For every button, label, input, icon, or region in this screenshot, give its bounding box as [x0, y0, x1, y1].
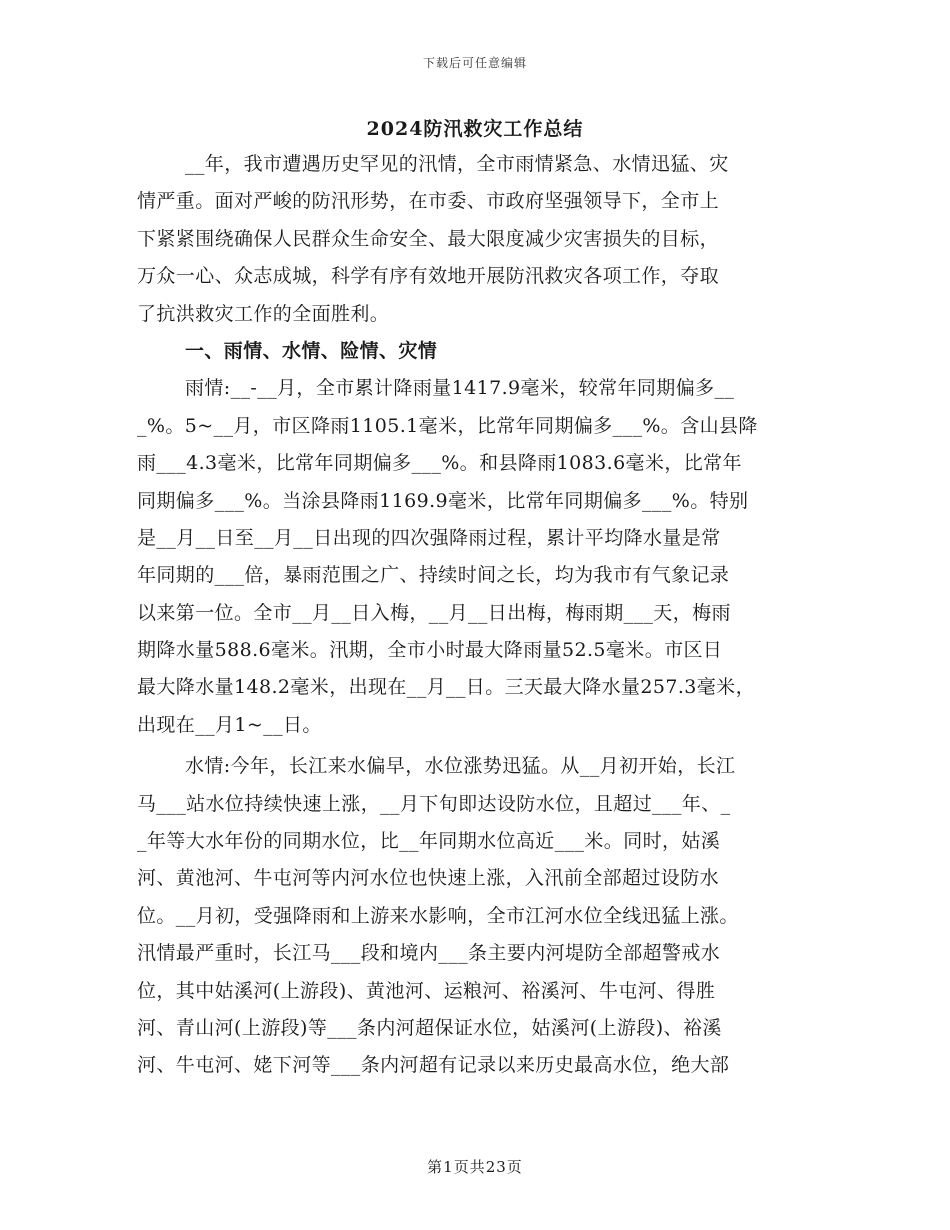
body-line: _年等大水年份的同期水位，比__年同期水位高近___米。同时，姑溪: [137, 830, 721, 853]
body-line: 马___站水位持续快速上涨，__月下旬即达设防水位，且超过___年、_: [137, 792, 731, 815]
body-line: 水情:今年，长江来水偏早，水位涨势迅猛。从__月初开始，长江: [185, 755, 736, 778]
body-line: 以来第一位。全市__月__日入梅，__月__日出梅，梅雨期___天，梅雨: [137, 601, 731, 624]
body-line: 情严重。面对严峻的防汛形势，在市委、市政府坚强领导下，全市上: [137, 190, 720, 213]
body-line: 万众一心、众志成城，科学有序有效地开展防汛救灾各项工作，夺取: [137, 265, 720, 288]
page-number-footer: 第1页共23页: [427, 1158, 523, 1176]
body-line: 河、黄池河、牛屯河等内河水位也快速上涨，入汛前全部超过设防水: [137, 867, 720, 890]
body-line: __年，我市遭遇历史罕见的汛情，全市雨情紧急、水情迅猛、灾: [185, 153, 729, 175]
body-line: 期降水量588.6毫米。汛期，全市小时最大降雨量52.5毫米。市区日: [137, 639, 723, 662]
body-line: 位，其中姑溪河(上游段)、黄池河、运粮河、裕溪河、牛屯河、得胜: [137, 979, 716, 1002]
body-line: 下紧紧围绕确保人民群众生命安全、最大限度减少灾害损失的目标，: [137, 227, 720, 250]
body-line: 是__月__日至__月__日出现的四次强降雨过程，累计平均降水量是常: [137, 526, 721, 549]
body-line: 年同期的___倍，暴雨范围之广、持续时间之长，均为我市有气象记录: [137, 564, 730, 587]
body-line: _%。5~__月，市区降雨1105.1毫米，比常年同期偏多___%。含山县降: [137, 414, 758, 437]
body-line: 了抗洪救灾工作的全面胜利。: [137, 302, 390, 325]
document-title: 2024防汛救灾工作总结: [366, 118, 584, 140]
document-body: [137, 146, 827, 1085]
body-line: 同期偏多___%。当涂县降雨1169.9毫米，比常年同期偏多___%。特别: [137, 489, 749, 512]
body-line: 位。__月初，受强降雨和上游来水影响，全市江河水位全线迅猛上涨。: [137, 904, 739, 927]
section-heading: 一、雨情、水情、险情、灾情: [185, 339, 438, 362]
header-note: 下载后可任意编辑: [422, 56, 527, 70]
body-line: 出现在__月1~__日。: [137, 713, 322, 736]
body-line: 汛情最严重时，长江马___段和境内___条主要内河堤防全部超警戒水: [137, 942, 721, 965]
body-line: 河、牛屯河、姥下河等___条内河超有记录以来历史最高水位，绝大部: [137, 1054, 730, 1077]
body-line: 雨___4.3毫米，比常年同期偏多___%。和县降雨1083.6毫米，比常年: [137, 452, 742, 475]
body-line: 河、青山河(上游段)等___条内河超保证水位，姑溪河(上游段)、裕溪: [137, 1016, 722, 1039]
body-line: 最大降水量148.2毫米，出现在__月__日。三天最大降水量257.3毫米，: [137, 676, 755, 699]
body-line: 雨情:__-__月，全市累计降雨量1417.9毫米，较常年同期偏多__: [185, 377, 735, 400]
